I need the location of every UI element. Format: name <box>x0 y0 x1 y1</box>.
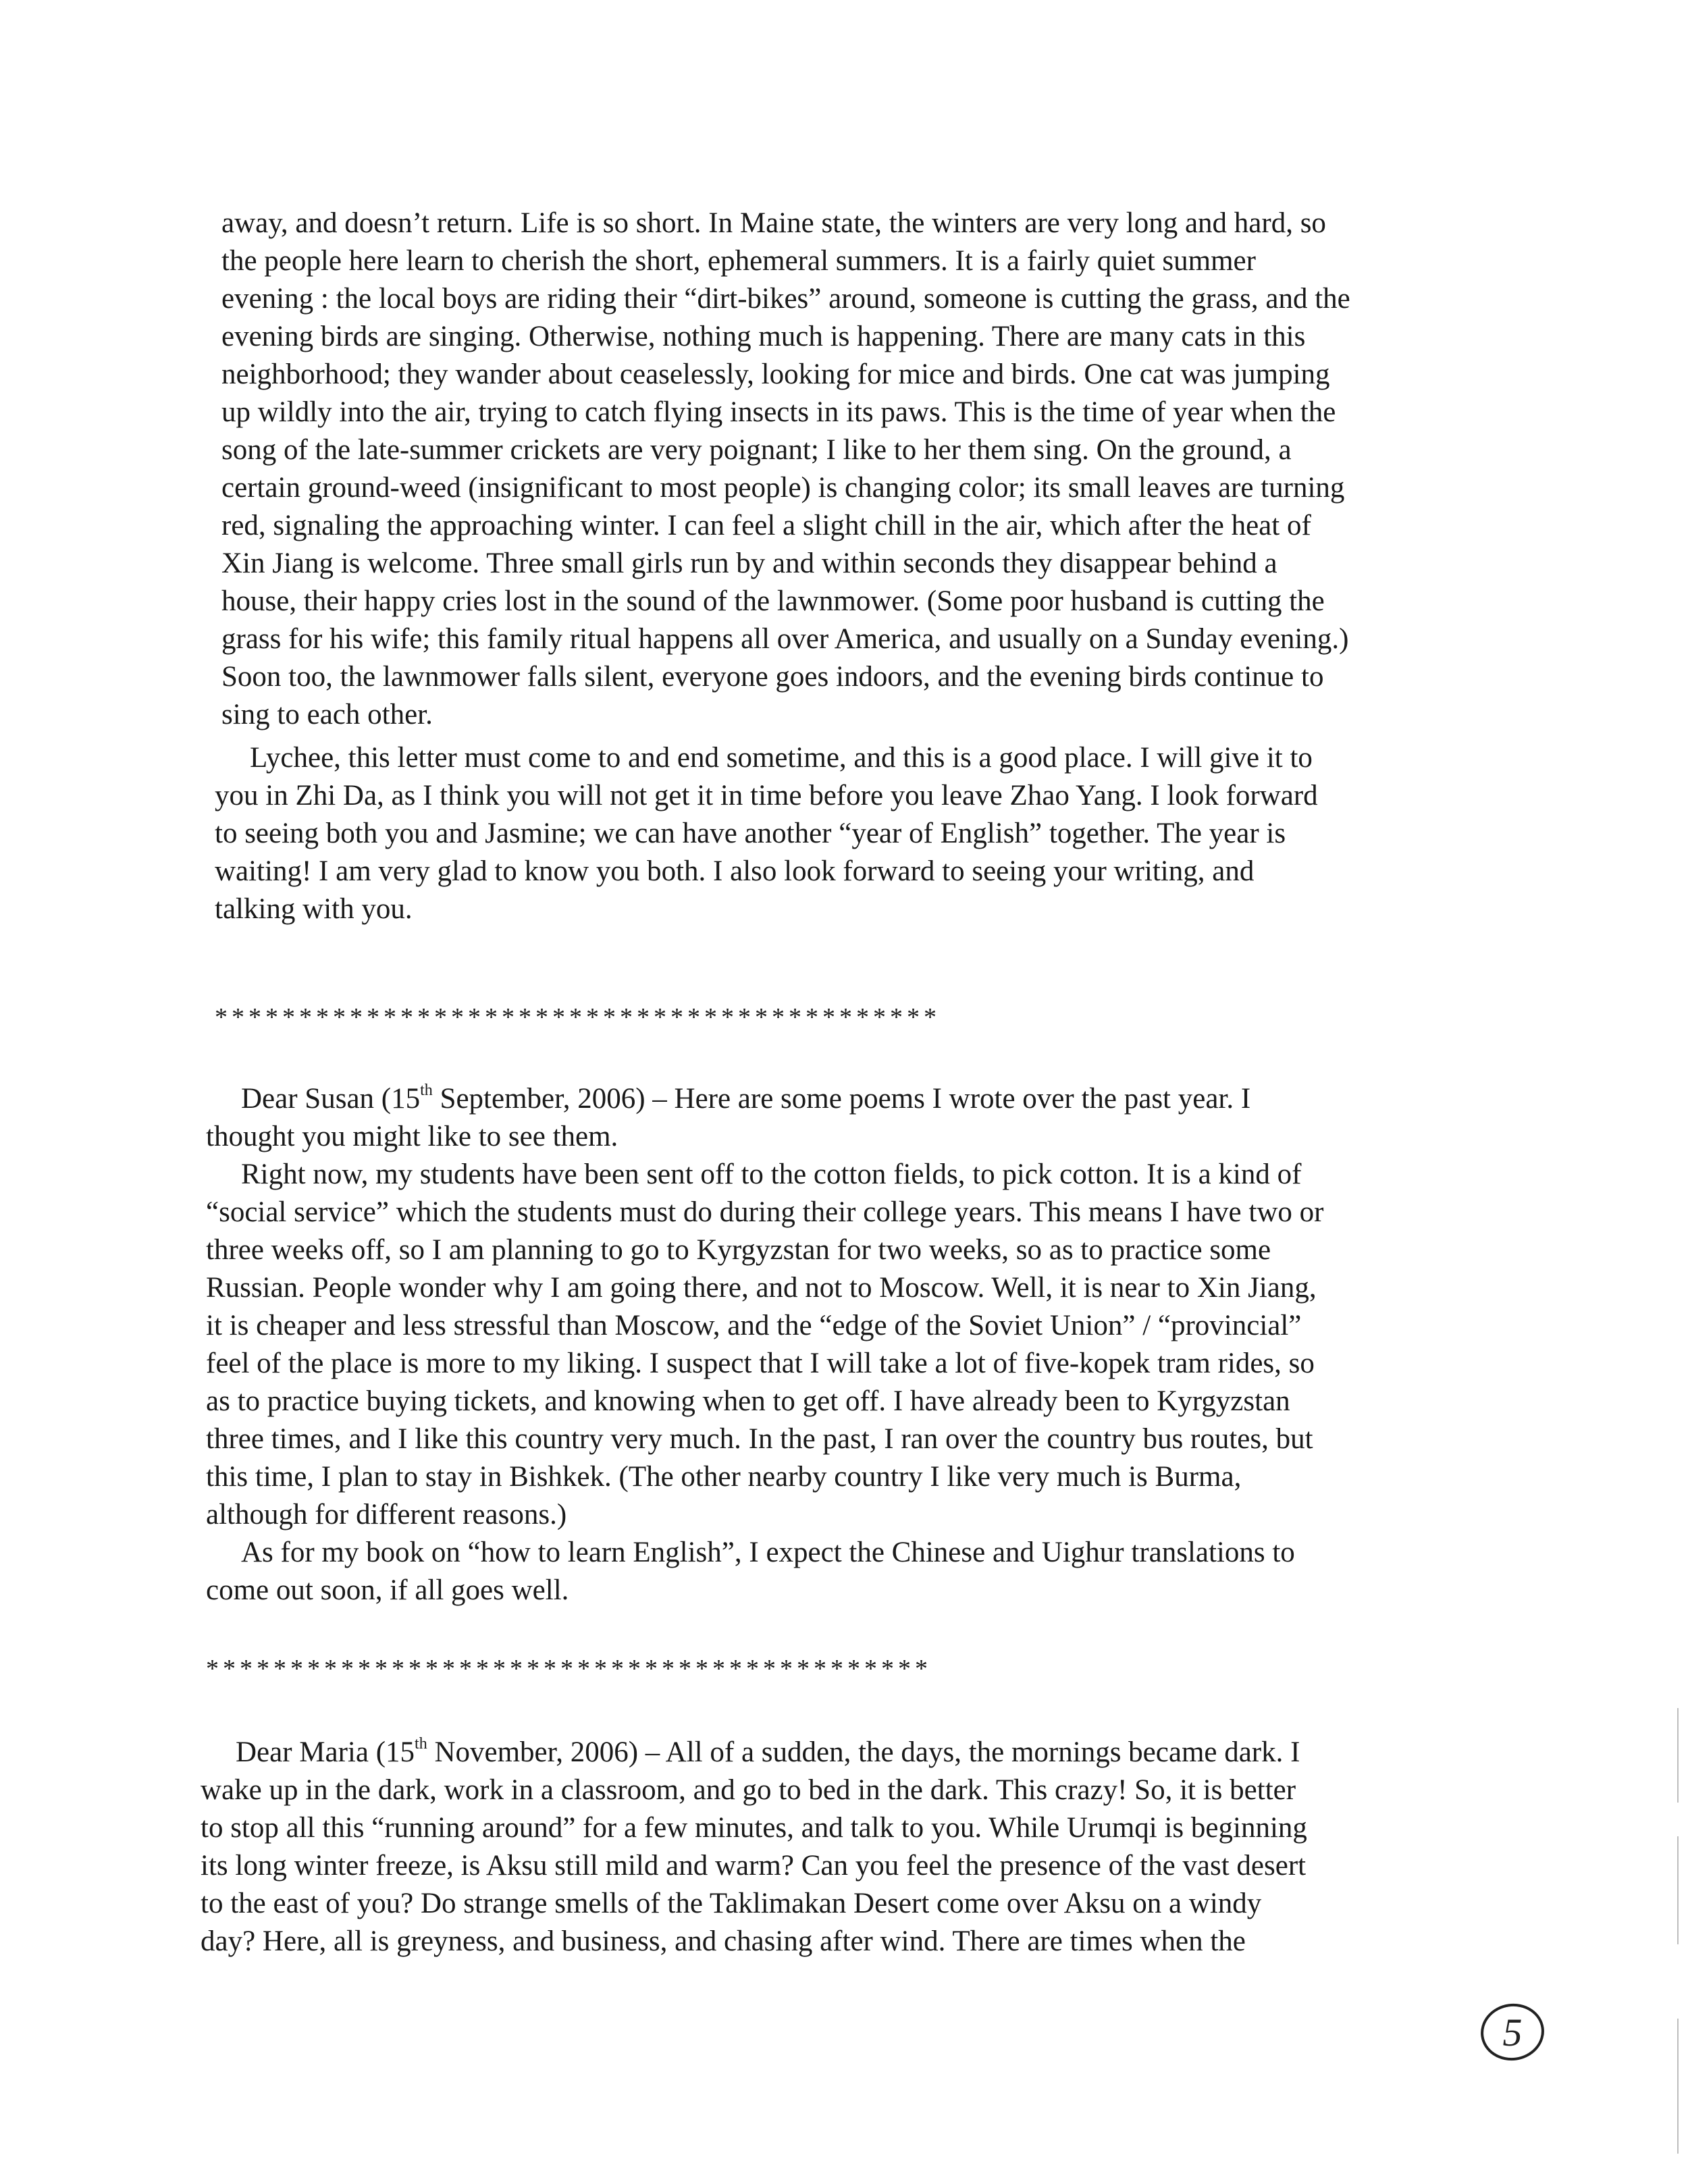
text-line: thought you might like to see them. <box>206 1121 618 1152</box>
text-line: as to practice buying tickets, and knowing when to get off. I have already been to Kyrgyzstan <box>206 1385 1290 1417</box>
scan-edge-mark <box>1677 1836 1679 1944</box>
text-line: three weeks off, so I am planning to go to Kyrgyzstan for two weeks, so as to practice some <box>206 1234 1271 1266</box>
scan-edge-mark <box>1677 2019 1679 2154</box>
text-line: to the east of you? Do strange smells of the Taklimakan Desert come over Aksu on a windy <box>201 1888 1262 1919</box>
letter3-greeting-line: Dear Maria (15th November, 2006) – All of a sudden, the days, the mornings became dark. I <box>236 1734 1300 1768</box>
letter2-body <box>206 1080 1323 1609</box>
text-line: you in Zhi Da, as I think you will not get it in time before you leave Zhao Yang. I look forward <box>215 780 1318 811</box>
text-line: to stop all this “running around” for a few minutes, and talk to you. While Urumqi is beginning <box>201 1812 1307 1844</box>
text-line: talking with you. <box>215 893 413 925</box>
text-line: Soon too, the lawnmower falls silent, everyone goes indoors, and the evening birds continue to <box>221 661 1324 693</box>
text-line: the people here learn to cherish the short, ephemeral summers. It is a fairly quiet summer <box>221 245 1256 277</box>
text-line: up wildly into the air, trying to catch flying insects in its paws. This is the time of year when the <box>221 396 1336 428</box>
text-line: Right now, my students have been sent off to the cotton fields, to pick cotton. It is a kind of <box>241 1158 1302 1190</box>
text-line: grass for his wife; this family ritual happens all over America, and usually on a Sunday evening.) <box>221 623 1349 655</box>
letter1-body <box>221 205 1350 734</box>
text-line: Lychee, this letter must come to and end sometime, and this is a good place. I will give it to <box>250 742 1313 774</box>
text-line: certain ground-weed (insignificant to most people) is changing color; its small leaves are turning <box>221 472 1345 504</box>
text-line: red, signaling the approaching winter. I can feel a slight chill in the air, which after the heat of <box>221 510 1311 541</box>
text-line: As for my book on “how to learn English”, I expect the Chinese and Uighur translations to <box>241 1537 1295 1568</box>
text-line: although for different reasons.) <box>206 1499 567 1530</box>
text-line: house, their happy cries lost in the sound of the lawnmower. (Some poor husband is cutting the <box>221 585 1325 617</box>
text-line: to seeing both you and Jasmine; we can have another “year of English” together. The year is <box>215 818 1286 849</box>
text-line: away, and doesn’t return. Life is so short. In Maine state, the winters are very long and hard, so <box>221 207 1326 239</box>
section-separator: ******************************************* <box>206 1655 932 1683</box>
letter2-greeting-line: Dear Susan (15th September, 2006) – Here are some poems I wrote over the past year. I <box>241 1081 1251 1115</box>
text-line: sing to each other. <box>221 699 433 730</box>
text-line: Xin Jiang is welcome. Three small girls run by and within seconds they disappear behind a <box>221 548 1277 579</box>
text-line: come out soon, if all goes well. <box>206 1574 569 1606</box>
letter3-body <box>201 1734 1307 1961</box>
text-line: feel of the place is more to my liking. I suspect that I will take a lot of five-kopek tram rides, so <box>206 1348 1315 1379</box>
text-line: it is cheaper and less stressful than Moscow, and the “edge of the Soviet Union” / “provincial” <box>206 1310 1302 1341</box>
text-line: evening : the local boys are riding their “dirt-bikes” around, someone is cutting the grass, and the <box>221 283 1350 315</box>
text-line: Russian. People wonder why I am going there, and not to Moscow. Well, it is near to Xin Jiang, <box>206 1272 1317 1304</box>
section-separator: ******************************************* <box>215 1003 941 1032</box>
text-line: neighborhood; they wander about ceaselessly, looking for mice and birds. One cat was jumping <box>221 358 1330 390</box>
text-line: waiting! I am very glad to know you both. I also look forward to seeing your writing, and <box>215 855 1255 887</box>
text-line: evening birds are singing. Otherwise, nothing much is happening. There are many cats in this <box>221 321 1306 352</box>
text-line: three times, and I like this country very much. In the past, I ran over the country bus routes, but <box>206 1423 1313 1455</box>
text-line: wake up in the dark, work in a classroom, and go to bed in the dark. This crazy! So, it is better <box>201 1774 1296 1806</box>
text-line: “social service” which the students must do during their college years. This means I have two or <box>206 1196 1324 1228</box>
text-line: this time, I plan to stay in Bishkek. (The other nearby country I like very much is Burma, <box>206 1461 1242 1493</box>
page-number: 5 <box>1479 1998 1546 2066</box>
text-line: its long winter freeze, is Aksu still mild and warm? Can you feel the presence of the vast desert <box>201 1850 1307 1882</box>
letter1-closing <box>215 739 1318 928</box>
text-line: song of the late-summer crickets are very poignant; I like to her them sing. On the ground, a <box>221 434 1292 466</box>
scan-edge-mark <box>1677 1708 1679 1803</box>
text-line: day? Here, all is greyness, and business, and chasing after wind. There are times when the <box>201 1925 1246 1957</box>
